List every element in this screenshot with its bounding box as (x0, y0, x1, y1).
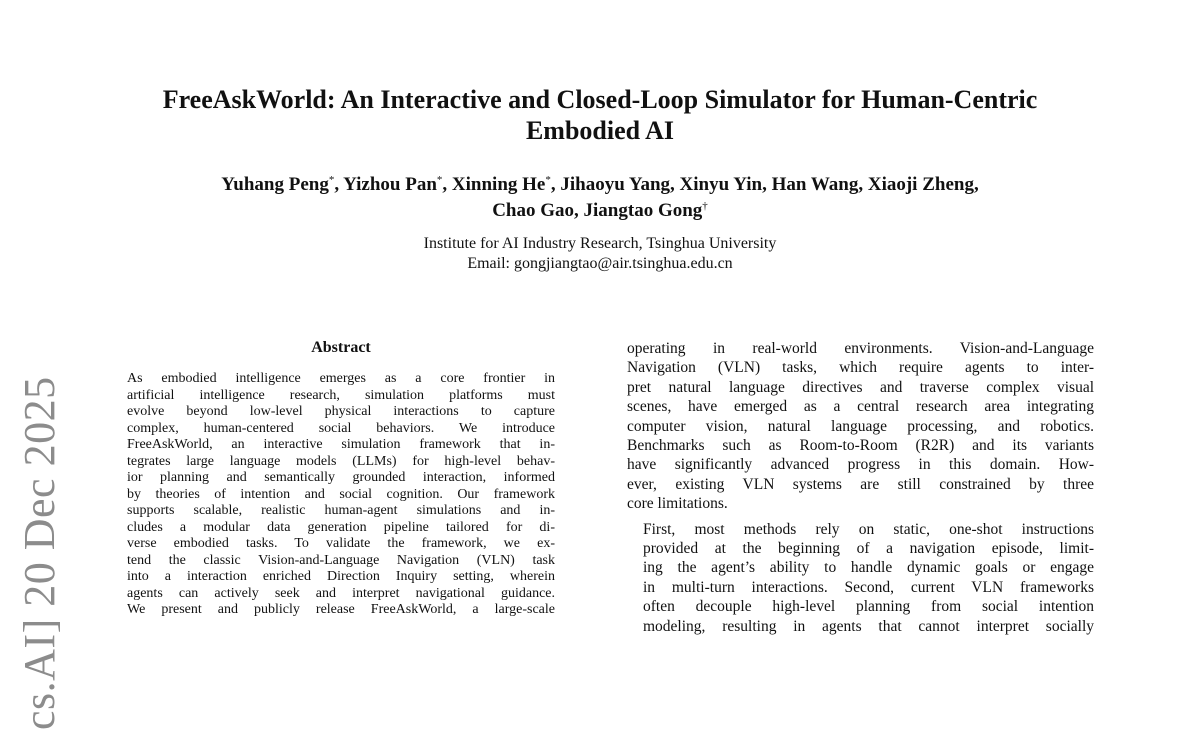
text-line: First, most methods rely on static, one-shot instructions (643, 520, 1094, 538)
author-name: Yuhang Peng (221, 174, 329, 195)
text-line: have significantly advanced progress in this domain. How- (627, 456, 1094, 474)
text-line: pret natural language directives and traverse complex visual (627, 378, 1094, 396)
text-line: by theories of intention and social cognition. Our framework (127, 486, 555, 502)
author-name: Xinyu Yin (679, 174, 763, 195)
text-line: computer vision, natural language processing, and robotics. (627, 417, 1094, 435)
text-line: evolve beyond low-level physical interactions to capture (127, 404, 555, 419)
text-line: ing the agent’s ability to handle dynamic goals or engage (643, 559, 1094, 577)
affiliation-block (100, 234, 1100, 274)
text-line: agents can actively seek and interpret navigational guidance. (127, 585, 555, 601)
text-line: in multi-turn interactions. Second, current VLN frameworks (643, 578, 1094, 596)
intro-paragraph-1 (627, 339, 1094, 514)
affiliation: Institute for AI Industry Research, Tsinghua University (423, 235, 777, 252)
introduction-column (627, 339, 1094, 636)
author-name: Yizhou Pan (343, 174, 437, 195)
text-line: ior planning and semantically grounded interaction, informed (127, 470, 555, 485)
text-line: ever, existing VLN systems are still constrained by three (627, 475, 1094, 493)
text-line: scenes, have emerged as a central research area integrating (627, 398, 1094, 416)
author-line-1: Yuhang Peng*, Yizhou Pan*, Xinning He*, Jihaoyu Yang, Xinyu Yin, Han Wang, Xiaoji Zheng, (221, 174, 979, 195)
text-line: operating in real-world environments. Vision-and-Language (627, 340, 1094, 357)
author-affiliation-mark: † (702, 200, 708, 212)
text-line: tegrates large language models (LLMs) for high-level behav- (127, 453, 555, 469)
author-name: Jihaoyu Yang (560, 174, 671, 195)
text-line: As embodied intelligence emerges as a core frontier in (127, 371, 555, 386)
text-line: Navigation (VLN) tasks, which require agents to inter- (627, 359, 1094, 377)
text-line: into a interaction enriched Direction Inquiry setting, wherein (127, 569, 555, 584)
text-line: cludes a modular data generation pipeline tailored for di- (127, 519, 555, 535)
text-line: verse embodied tasks. To validate the framework, we ex- (127, 536, 555, 551)
author-name: Jiangtao Gong (583, 200, 703, 221)
text-line: complex, human-centered social behaviors. We introduce (127, 420, 555, 436)
text-line: Benchmarks such as Room-to-Room (R2R) and its variants (627, 437, 1094, 455)
author-affiliation-mark: * (545, 174, 551, 186)
arxiv-margin-stamp: cs.AI] 20 Dec 2025 (15, 376, 64, 730)
text-line: We present and publicly release FreeAskWorld, a large-scale (127, 602, 555, 617)
text-line: core limitations. (627, 495, 728, 513)
text-line: supports scalable, realistic human-agent simulations and in- (127, 503, 555, 518)
title-line-1: FreeAskWorld: An Interactive and Closed-Loop Simulator for Human-Centric (162, 85, 1038, 114)
author-name: Xiaoji Zheng (867, 174, 974, 195)
email: Email: gongjiangtao@air.tsinghua.edu.cn (467, 255, 733, 272)
author-affiliation-mark: * (436, 174, 443, 186)
intro-paragraph-2 (627, 520, 1094, 636)
abstract-paragraph (127, 371, 555, 619)
author-line-2: Chao Gao, Jiangtao Gong† (492, 200, 708, 221)
author-affiliation-mark: * (328, 174, 335, 186)
author-name: Han Wang (771, 174, 859, 195)
author-list (100, 172, 1100, 224)
text-line: artificial intelligence research, simulation platforms must (127, 387, 555, 403)
text-line: FreeAskWorld, an interactive simulation framework that in- (127, 437, 555, 452)
abstract-heading: Abstract (311, 339, 371, 356)
text-line: tend the classic Vision-and-Language Navigation (VLN) task (127, 552, 555, 568)
abstract-body (127, 371, 555, 619)
author-name: Chao Gao (492, 200, 575, 221)
text-line: often decouple high-level planning from social intention (643, 598, 1094, 616)
paper-title (100, 84, 1100, 146)
author-name: Xinning He (451, 174, 546, 195)
title-line-2: Embodied AI (525, 116, 675, 145)
text-line: modeling, resulting in agents that cannot interpret socially (643, 617, 1094, 635)
text-line: provided at the beginning of a navigation episode, limit- (643, 540, 1094, 558)
